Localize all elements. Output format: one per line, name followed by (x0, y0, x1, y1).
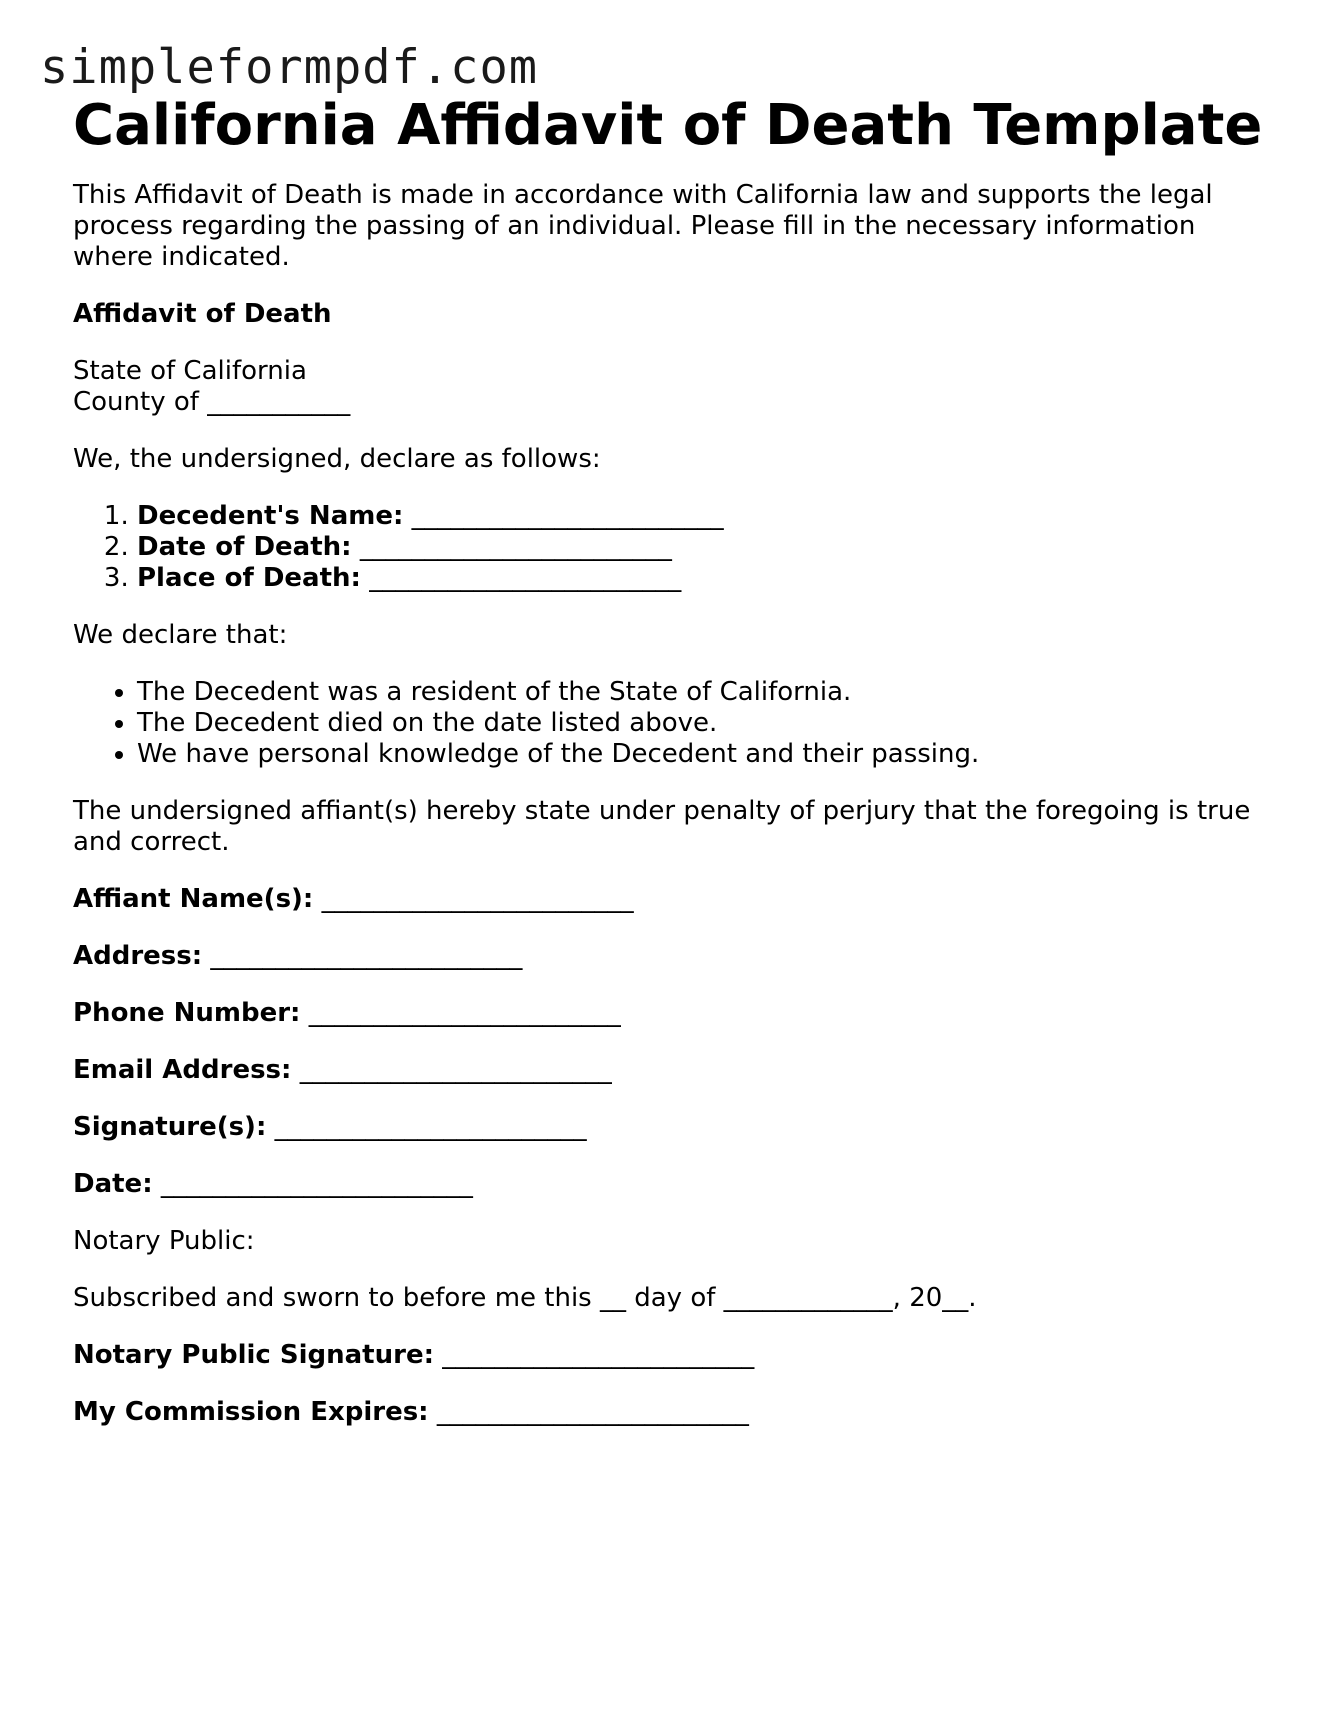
field-label: Date: (73, 1169, 153, 1199)
notary-signature-blank[interactable]: ________________________ (433, 1340, 755, 1370)
watermark: simpleformpdf.com (40, 40, 539, 95)
signature-blank[interactable]: ________________________ (266, 1112, 587, 1142)
field-label: Email Address: (73, 1055, 292, 1085)
phone-number-field (73, 998, 1263, 1029)
sworn-line: Subscribed and sworn to before me this __ day of _____________, 20__. (73, 1283, 977, 1313)
signature-field (73, 1112, 1263, 1143)
declarations-list (73, 677, 1263, 770)
decedent-name-blank[interactable]: ________________________ (403, 501, 724, 531)
jurisdiction-block (73, 356, 1263, 418)
field-label: Address: (73, 941, 203, 971)
document-body (73, 92, 1263, 1428)
declare-intro: We, the undersigned, declare as follows: (73, 444, 601, 474)
date-of-death-blank[interactable]: ________________________ (351, 532, 672, 562)
commission-expires-blank[interactable]: ________________________ (428, 1397, 749, 1427)
field-label: Affiant Name(s): (73, 884, 314, 914)
date-field (73, 1169, 1263, 1200)
field-label: Signature(s): (73, 1112, 267, 1142)
list-item-date-of-death (137, 532, 1263, 563)
affiant-name-field (73, 884, 1263, 915)
address-field (73, 941, 1263, 972)
list-item-decedent-name (137, 501, 1263, 532)
intro-paragraph: This Affidavit of Death is made in accordance with California law and supports the legal process regarding the passing of an individual. Please fill in the necessary information where indicated. (73, 180, 1213, 272)
list-item: • We have personal knowledge of the Decedent and their passing. (137, 739, 1263, 770)
declare-that: We declare that: (73, 620, 288, 650)
field-label: Decedent's Name: (137, 501, 404, 531)
field-label: Notary Public Signature: (73, 1340, 434, 1370)
page-title: California Affidavit of Death Template (73, 93, 1263, 158)
commission-expires-field (73, 1397, 1263, 1428)
notary-signature-field (73, 1340, 1263, 1371)
place-of-death-blank[interactable]: ________________________ (360, 563, 682, 593)
list-item-place-of-death (137, 563, 1263, 594)
email-address-blank[interactable]: ________________________ (291, 1055, 612, 1085)
field-label: Phone Number: (73, 998, 301, 1028)
decedent-details-list (73, 501, 1263, 594)
field-label: Place of Death: (137, 563, 361, 593)
affiant-name-blank[interactable]: ________________________ (313, 884, 634, 914)
phone-number-blank[interactable]: ________________________ (300, 998, 621, 1028)
list-item: • The Decedent died on the date listed above. (137, 708, 1263, 739)
email-address-field (73, 1055, 1263, 1086)
field-label: Date of Death: (137, 532, 352, 562)
list-item: • The Decedent was a resident of the State of California. (137, 677, 1263, 708)
field-label: My Commission Expires: (73, 1397, 429, 1427)
date-blank[interactable]: ________________________ (152, 1169, 473, 1199)
penalty-statement: The undersigned affiant(s) hereby state under penalty of perjury that the foregoing is true and correct. (73, 796, 1251, 857)
address-blank[interactable]: ________________________ (202, 941, 523, 971)
county-line: County of ___________ (73, 387, 351, 417)
section-heading: Affidavit of Death (73, 299, 332, 329)
notary-heading: Notary Public: (73, 1226, 255, 1256)
state-line: State of California (73, 356, 307, 386)
